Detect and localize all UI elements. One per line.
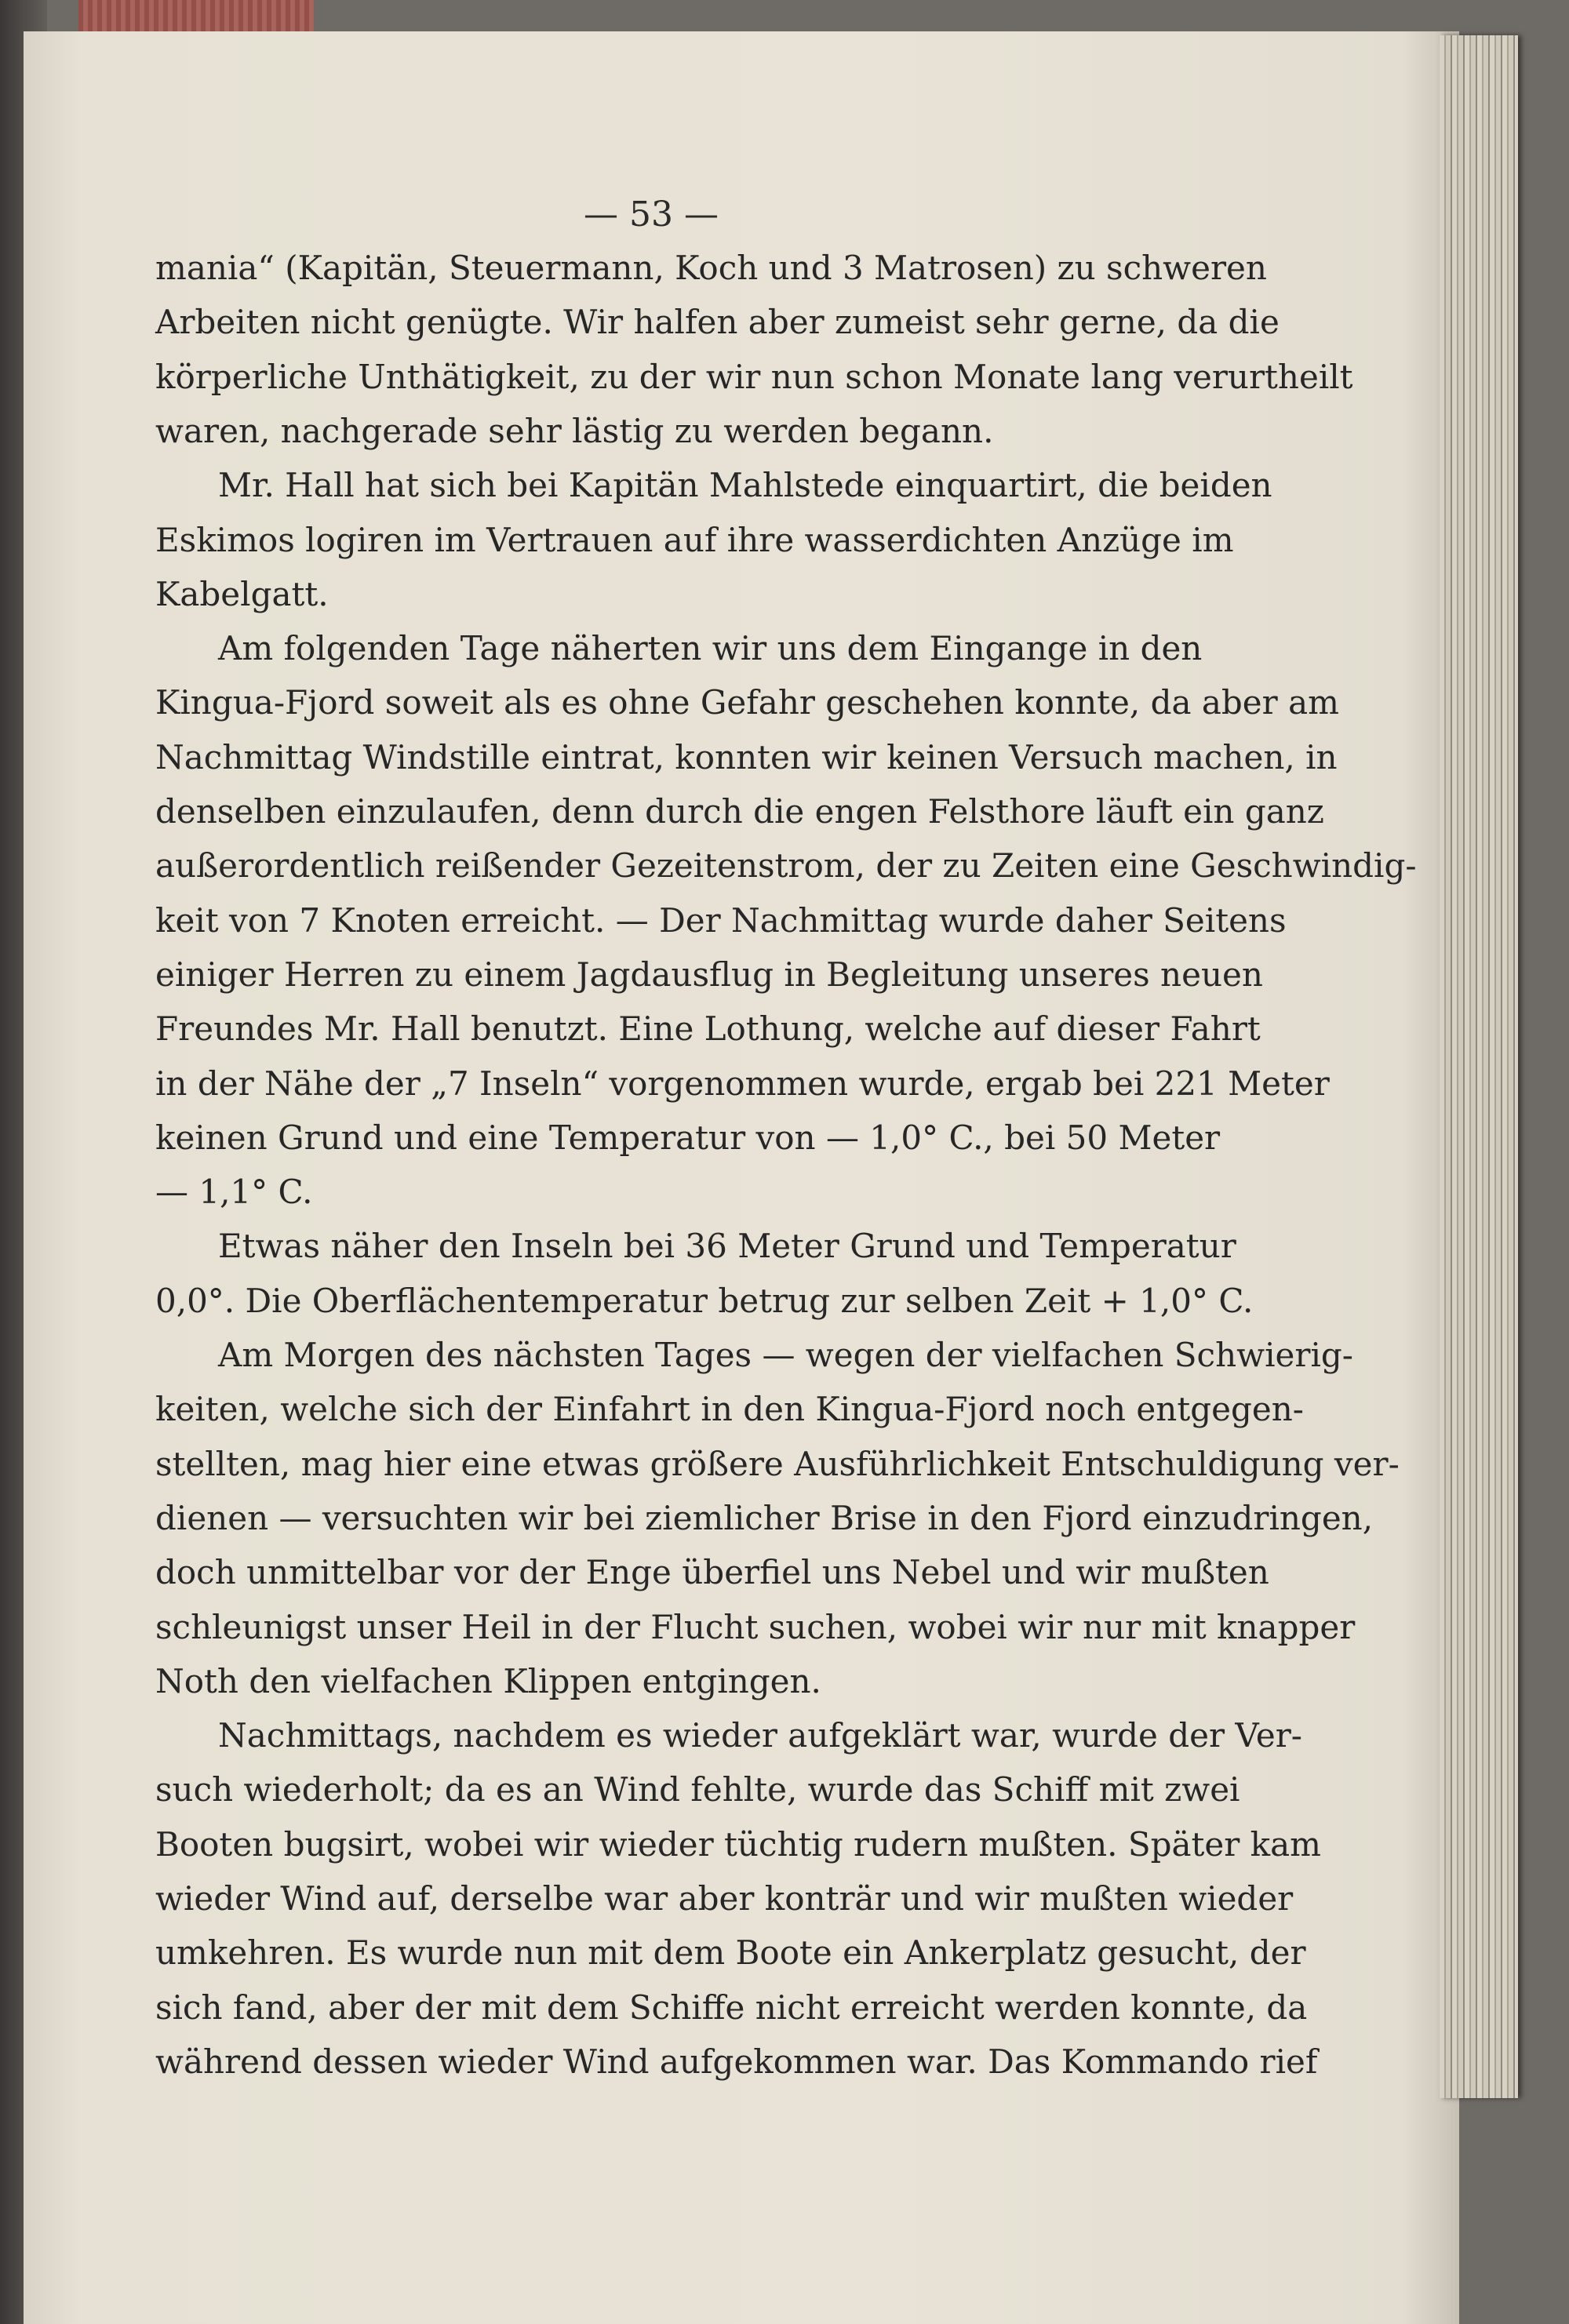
text-line: keiten, welche sich der Einfahrt in den Kingua-Fjord noch entgegen- [155,1390,1304,1429]
text-line: in der Nähe der „7 Inseln“ vorgenommen wurde, ergab bei 221 Meter [155,1064,1330,1103]
text-line: Am folgenden Tage näherten wir uns dem Eingange in den [218,629,1203,668]
text-line: dienen — versuchten wir bei ziemlicher Brise in den Fjord einzudringen, [155,1498,1374,1537]
text-line: körperliche Unthätigkeit, zu der wir nun schon Monate lang verurtheilt [155,357,1353,396]
text-line: Nachmittags, nachdem es wieder aufgeklärt war, wurde der Ver- [218,1716,1303,1755]
text-line: waren, nachgerade sehr lästig zu werden begann. [155,411,994,450]
text-line: keinen Grund und eine Temperatur von — 1,0° C., bei 50 Meter [155,1118,1221,1157]
page-number: — 53 — [584,195,719,235]
text-line: Booten bugsirt, wobei wir wieder tüchtig rudern mußten. Später kam [155,1824,1321,1864]
text-line: außerordentlich reißender Gezeitenstrom, der zu Zeiten eine Geschwindig- [155,846,1417,886]
text-line: doch unmittelbar vor der Enge überfiel uns Nebel und wir mußten [155,1553,1269,1592]
text-line: mania“ (Kapitän, Steuermann, Koch und 3 Matrosen) zu schweren [155,249,1267,287]
text-line: Noth den vielfachen Klippen entgingen. [155,1661,821,1700]
page-stack-edges [1440,35,1518,2098]
text-line: stellten, mag hier eine etwas größere Ausführlichkeit Entschuldigung ver- [155,1444,1400,1483]
text-line: Mr. Hall hat sich bei Kapitän Mahlstede einquartirt, die beiden [218,466,1272,505]
text-line: Kabelgatt. [155,574,329,613]
text-line: umkehren. Es wurde nun mit dem Boote ein Ankerplatz gesucht, der [155,1933,1306,1973]
text-line: Etwas näher den Inseln bei 36 Meter Grund und Temperatur [218,1227,1236,1266]
text-line: während dessen wieder Wind aufgekommen war. Das Kommando rief [155,2042,1318,2081]
text-line: sich fand, aber der mit dem Schiffe nicht erreicht werden konnte, da [155,1988,1308,2027]
text-line: schleunigst unser Heil in der Flucht suchen, wobei wir nur mit knapper [155,1607,1356,1646]
text-line: Arbeiten nicht genügte. Wir halfen aber zumeist sehr gerne, da die [155,303,1280,342]
text-line: Eskimos logiren im Vertrauen auf ihre wasserdichten Anzüge im [155,520,1234,559]
text-line: 0,0°. Die Oberflächentemperatur betrug zur selben Zeit + 1,0° C. [155,1281,1254,1320]
text-line: Nachmittag Windstille eintrat, konnten wir keinen Versuch machen, in [155,737,1338,776]
text-line: such wiederholt; da es an Wind fehlte, wurde das Schiff mit zwei [155,1770,1240,1809]
text-line: Kingua-Fjord soweit als es ohne Gefahr geschehen konnte, da aber am [155,683,1339,722]
text-line: Freundes Mr. Hall benutzt. Eine Lothung, welche auf dieser Fahrt [155,1009,1261,1049]
text-line: wieder Wind auf, derselbe war aber konträr und wir mußten wieder [155,1879,1294,1918]
text-line: einiger Herren zu einem Jagdausflug in Begleitung unseres neuen [155,955,1263,994]
text-line: — 1,1° C. [155,1173,313,1212]
text-line: denselben einzulaufen, denn durch die engen Felsthore läuft ein ganz [155,792,1324,831]
text-line: keit von 7 Knoten erreicht. — Der Nachmittag wurde daher Seitens [155,900,1287,940]
text-line: Am Morgen des nächsten Tages — wegen der vielfachen Schwierig- [218,1336,1353,1374]
